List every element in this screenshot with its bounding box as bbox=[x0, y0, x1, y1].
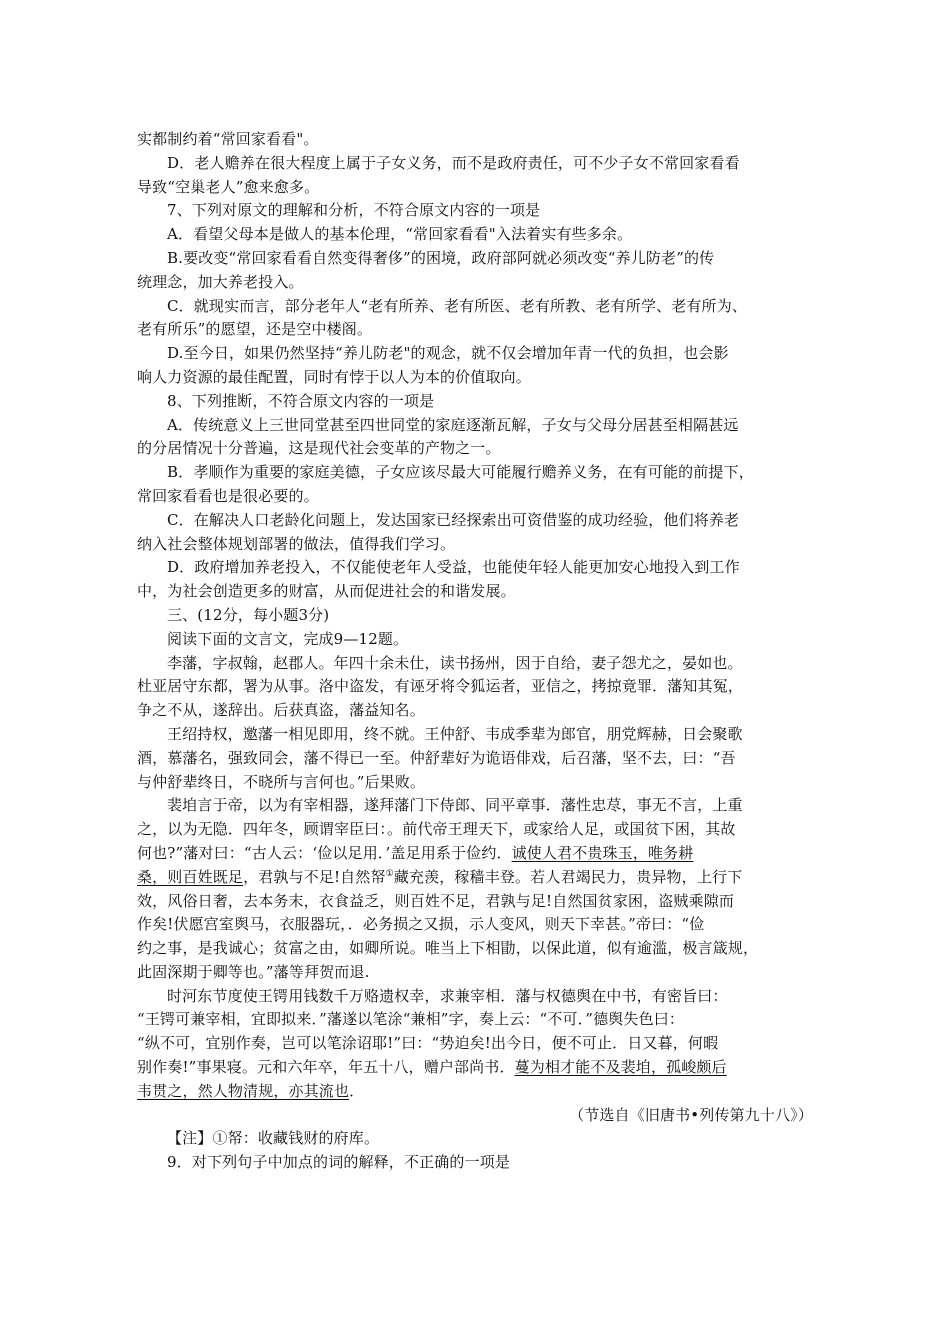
text-line bbox=[137, 1127, 827, 1151]
line-text: 三、(12分，每小题3分) bbox=[167, 605, 330, 624]
text-line bbox=[137, 176, 827, 200]
text-line bbox=[137, 437, 827, 461]
text-line bbox=[137, 271, 827, 295]
text-line bbox=[137, 937, 827, 961]
line-text: 老有所乐”的愿望，还是空中楼阁。 bbox=[137, 320, 373, 339]
line-text: 8、下列推断，不符合原文内容的一项是 bbox=[167, 391, 435, 410]
line-text: 纳入社会整体规划部署的做法，值得我们学习。 bbox=[137, 534, 456, 553]
text-line bbox=[137, 128, 827, 152]
text-line bbox=[137, 295, 827, 319]
line-text: 中，为社会创造更多的财富，从而促进社会的和谐发展。 bbox=[137, 582, 516, 601]
line-text: A．传统意义上三世同堂甚至四世同堂的家庭逐渐瓦解，子女与父母分居甚至相隔甚远 bbox=[167, 415, 739, 434]
text-line bbox=[137, 1008, 827, 1032]
text-line bbox=[137, 1032, 827, 1056]
text-line bbox=[137, 1080, 827, 1104]
line-text: 约之事，是我诚心；贫富之由，如卿所说。唯当上下相勖，以保此道，似有逾滥，极言箴规， bbox=[137, 939, 759, 958]
line-text: D．老人赡养在很大程度上属于子女义务，而不是政府责任，可不少子女不常回家看看 bbox=[167, 153, 740, 172]
text-line bbox=[137, 771, 827, 795]
line-text: 9．对下列句子中加点的词的解释，不正确的一项是 bbox=[167, 1153, 510, 1172]
text-line bbox=[137, 223, 827, 247]
line-text: A．看望父母本是做人的基本伦理，“常回家看看"入法着实有些多余。 bbox=[167, 225, 633, 244]
text-line bbox=[137, 414, 827, 438]
line-text: D.至今日，如果仍然坚持“养儿防老"的观念，就不仅会增加年青一代的负担，也会影 bbox=[167, 344, 729, 363]
line-text: 别作奏!”事果寝。元和六年卒，年五十八，赠户部尚书． bbox=[137, 1058, 515, 1077]
text-line bbox=[137, 842, 827, 866]
line-text: 作矣!伏愿宫室舆马，衣服器玩，．必务损之又损，示人变风，则天下幸甚。”帝曰：“俭 bbox=[137, 915, 705, 934]
text-line bbox=[137, 747, 827, 771]
line-text: 时河东节度使王锷用钱数千万赂遗权幸，求兼宰相．藩与权德舆在中书，有密旨曰： bbox=[167, 986, 728, 1005]
line-text: 响人力资源的最佳配置，同时有悖于以人为本的价值取向。 bbox=[137, 367, 531, 386]
line-text: 此固深期于卿等也。”藩等拜贺而退. bbox=[137, 962, 370, 981]
line-text: 与仲舒辈终日，不晓所与言何也。”后果败。 bbox=[137, 772, 426, 791]
text-line bbox=[137, 485, 827, 509]
text-line bbox=[137, 580, 827, 604]
line-text: B.要改变“常回家看看自然变得奢侈”的困境，政府部阿就必须改变“养儿防老”的传 bbox=[167, 248, 715, 267]
text-line bbox=[137, 913, 827, 937]
text-line bbox=[137, 509, 827, 533]
line-text: 裴垍言于帝，以为有宰相器，遂拜藩门下侍郎、同平章事．藩性忠荩，事无不言，上重 bbox=[167, 796, 743, 815]
text-line bbox=[137, 818, 827, 842]
text-line bbox=[137, 794, 827, 818]
line-text: D．政府增加养老投入，不仅能使老年人受益，也能使年轻人能更加安心地投入到工作 bbox=[167, 558, 740, 577]
line-text: “纵不可，宜别作奏，岂可以笔涂诏耶!”曰：“势迫矣!出今日，便不可止．日又暮，何暇 bbox=[137, 1034, 719, 1053]
text-line bbox=[137, 723, 827, 747]
text-line bbox=[137, 199, 827, 223]
text-line bbox=[137, 152, 827, 176]
line-text: 杜亚居守东都，署为从事。洛中盗发，有诬牙将令狐运者，亚信之，拷掠竟罪．藩知其冤， bbox=[137, 677, 744, 696]
underlined-text: 蔓为相才能不及裴垍，孤峻颇后 bbox=[514, 1058, 727, 1077]
line-text: 的分居情况十分普遍，这是现代社会变革的产物之一。 bbox=[137, 439, 501, 458]
text-line bbox=[137, 675, 827, 699]
text-line bbox=[137, 247, 827, 271]
line-text: “王锷可兼宰相，宜即拟来．”藩遂以笔涂“兼相”字，奏上云：“不可．”德舆失色曰： bbox=[137, 1010, 685, 1029]
text-line bbox=[137, 866, 827, 890]
line-text: B．孝顺作为重要的家庭美德，子女应该尽最大可能履行赡养义务，在有可能的前提下， bbox=[167, 463, 754, 482]
line-text: 【注】①帑：收藏钱财的府库。 bbox=[167, 1129, 380, 1148]
line-text-after: 藏充羡，稼穑丰登。若人君竭民力，贵异物，上行下 bbox=[393, 867, 743, 886]
line-text: 导致“空巢老人”愈来愈多。 bbox=[137, 177, 320, 196]
line-text: 统理念，加大养老投入。 bbox=[137, 272, 304, 291]
line-text: 李藩，字叔翰，赵郡人。年四十余未仕，读书扬州，因于自给，妻子怨尤之，晏如也。 bbox=[167, 653, 743, 672]
line-text: （节选自《旧唐书•列传第九十八》） bbox=[569, 1105, 813, 1124]
text-line bbox=[137, 985, 827, 1009]
text-line bbox=[137, 318, 827, 342]
text-line bbox=[137, 604, 827, 628]
line-text: 常回家看看也是很必要的。 bbox=[137, 486, 319, 505]
line-text: 争之不从，遂辞出。后获真盗，藩益知名。 bbox=[137, 701, 425, 720]
footnote-marker: ① bbox=[385, 868, 394, 879]
text-line bbox=[137, 366, 827, 390]
line-text: C．在解决人口老龄化问题上，发达国家已经探索出可资借鉴的成功经验，他们将养老 bbox=[167, 510, 740, 529]
line-text: 效，风俗日奢，去本务末，衣食益乏，则百姓不足，君孰与足!自然国贫家困，盗贼乘隙而 bbox=[137, 891, 735, 910]
underlined-text: 诚使人君不贵珠玉，唯务耕 bbox=[511, 843, 694, 862]
text-line bbox=[137, 461, 827, 485]
line-text: C．就现实而言，部分老年人“老有所养、老有所医、老有所教、老有所学、老有所为、 bbox=[167, 296, 747, 315]
text-line bbox=[137, 342, 827, 366]
text-line bbox=[137, 390, 827, 414]
line-text: 实都制约着“常回家看看"。 bbox=[137, 130, 319, 148]
text-line bbox=[137, 628, 827, 652]
text-line bbox=[137, 961, 827, 985]
underlined-text: 韦贯之，然人物清规，亦其流也 bbox=[137, 1081, 350, 1100]
line-text: 7、下列对原文的理解和分析，不符合原文内容的一项是 bbox=[167, 201, 541, 220]
text-line bbox=[137, 652, 827, 676]
document-body bbox=[137, 128, 827, 1175]
line-text-after: ． bbox=[349, 1081, 365, 1100]
line-text: 阅读下面的文言文，完成9—12题。 bbox=[167, 629, 409, 648]
line-text: 酒，慕藩名，强致同会，藩不得已一至。仲舒辈好为诡语俳戏，后召藩，坚不去，曰：“吾 bbox=[137, 748, 736, 767]
text-line bbox=[137, 1104, 827, 1128]
line-text: 王绍持权，邀藩一相见即用，终不就。王仲舒、韦成季辈为郎官，朋党辉赫，日会聚歌 bbox=[167, 724, 743, 743]
text-line bbox=[137, 890, 827, 914]
text-line bbox=[137, 1151, 827, 1175]
line-text: 何也?”藩对曰：“古人云：‘俭以足用．’盖足用系于俭约． bbox=[137, 843, 512, 862]
line-text: 之，以为无隐．四年冬，顾谓宰臣曰：。前代帝王理天下，或家给人足，或国贫下困，其故 bbox=[137, 820, 736, 839]
line-text-after: ，君孰与不足!自然帑 bbox=[243, 867, 386, 886]
text-line bbox=[137, 556, 827, 580]
text-line bbox=[137, 533, 827, 557]
underlined-text: 桑，则百姓既足 bbox=[137, 867, 244, 886]
text-line bbox=[137, 1056, 827, 1080]
text-line bbox=[137, 699, 827, 723]
